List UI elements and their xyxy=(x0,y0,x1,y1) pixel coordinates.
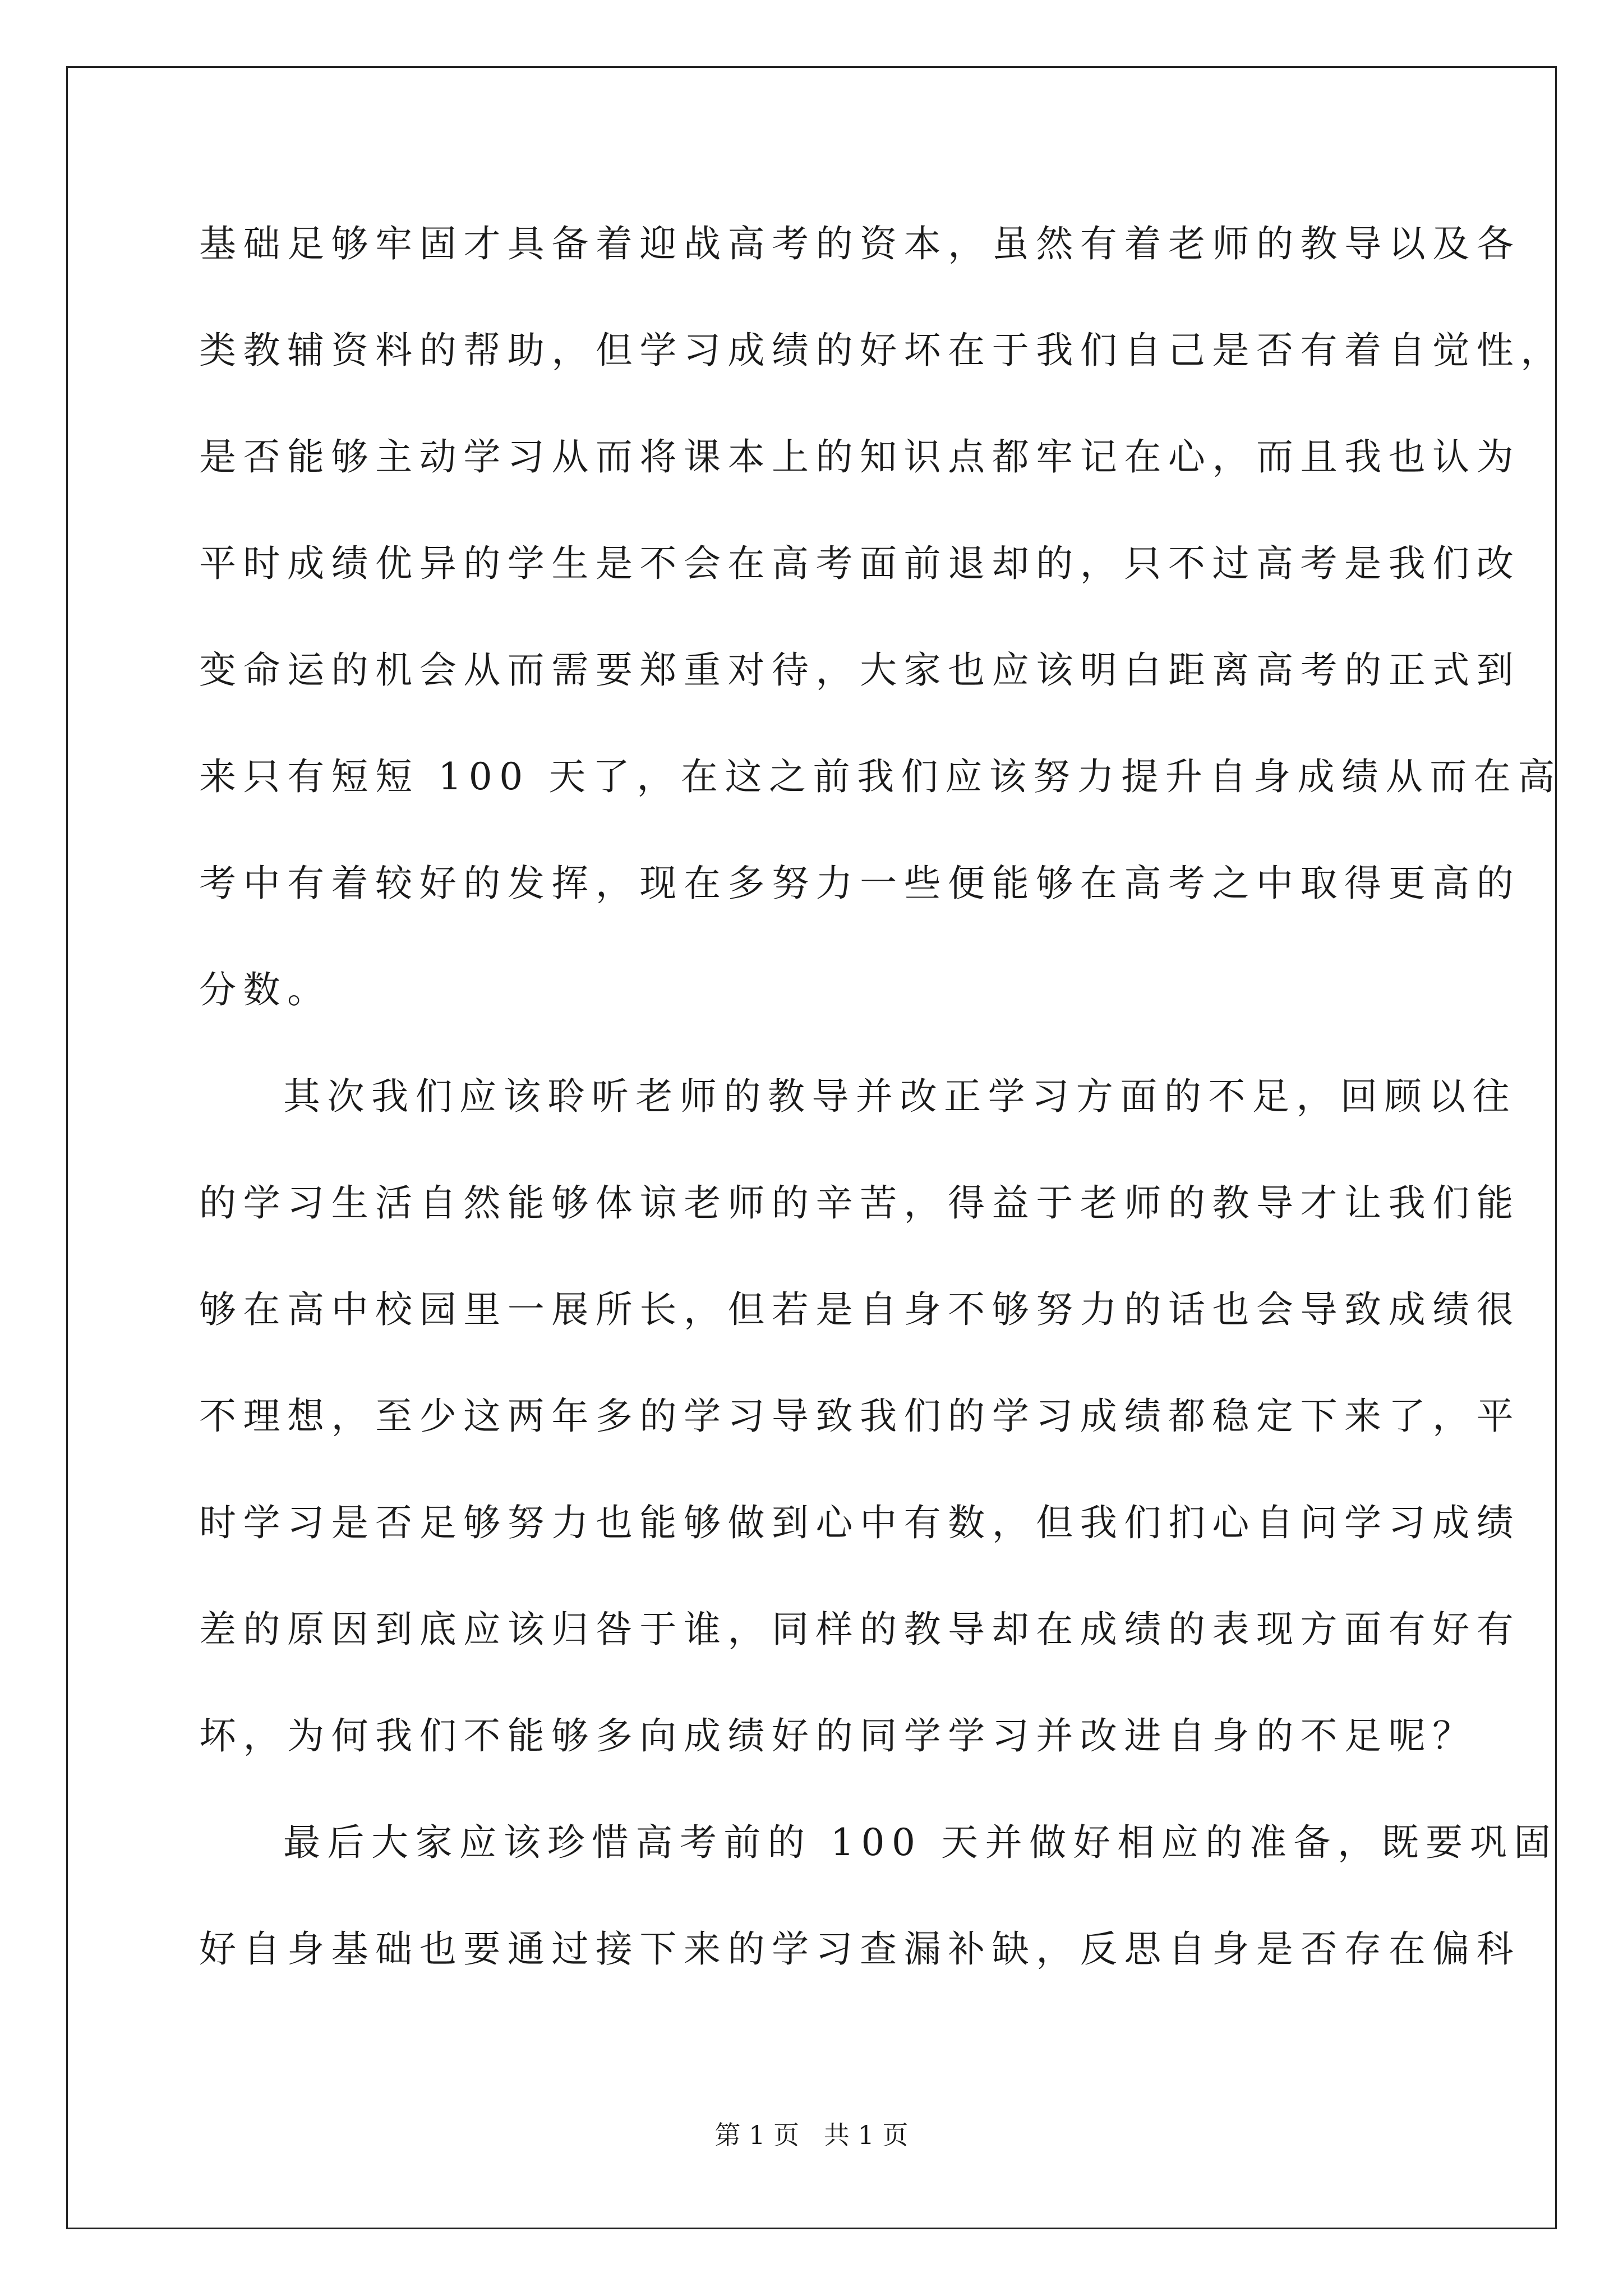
text-line: 最后大家应该珍惜高考前的 100 天并做好相应的准备，既要巩固 xyxy=(283,1821,1558,1864)
text-line: 来只有短短 100 天了，在这之前我们应该努力提升自身成绩从而在高 xyxy=(199,755,1562,798)
text-line: 的学习生活自然能够体谅老师的辛苦，得益于老师的教导才让我们能 xyxy=(199,1181,1521,1225)
text-line: 其次我们应该聆听老师的教导并改正学习方面的不足，回顾以往 xyxy=(283,1075,1517,1118)
text-line: 时学习是否足够努力也能够做到心中有数，但我们扪心自问学习成绩 xyxy=(199,1501,1521,1544)
text-line: 基础足够牢固才具备着迎战高考的资本，虽然有着老师的教导以及各 xyxy=(199,222,1521,265)
text-line: 坏，为何我们不能够多向成绩好的同学学习并改进自身的不足呢？ xyxy=(199,1714,1477,1757)
text-line: 平时成绩优异的学生是不会在高考面前退却的，只不过高考是我们改 xyxy=(199,542,1521,585)
text-line: 变命运的机会从而需要郑重对待，大家也应该明白距离高考的正式到 xyxy=(199,648,1521,692)
text-line: 不理想，至少这两年多的学习导致我们的学习成绩都稳定下来了，平 xyxy=(199,1395,1521,1438)
text-line: 分数。 xyxy=(199,968,331,1011)
text-line: 考中有着较好的发挥，现在多努力一些便能够在高考之中取得更高的 xyxy=(199,862,1521,905)
page-number-footer: 第 1 页 共 1 页 xyxy=(714,2120,909,2150)
text-line: 好自身基础也要通过接下来的学习查漏补缺，反思自身是否存在偏科 xyxy=(199,1927,1521,1971)
text-line: 够在高中校园里一展所长，但若是自身不够努力的话也会导致成绩很 xyxy=(199,1288,1521,1331)
text-line: 是否能够主动学习从而将课本上的知识点都牢记在心，而且我也认为 xyxy=(199,435,1521,478)
text-line: 类教辅资料的帮助，但学习成绩的好坏在于我们自己是否有着自觉性， xyxy=(199,329,1565,372)
text-line: 差的原因到底应该归咎于谁，同样的教导却在成绩的表现方面有好有 xyxy=(199,1608,1521,1651)
document-body xyxy=(199,213,1565,2025)
